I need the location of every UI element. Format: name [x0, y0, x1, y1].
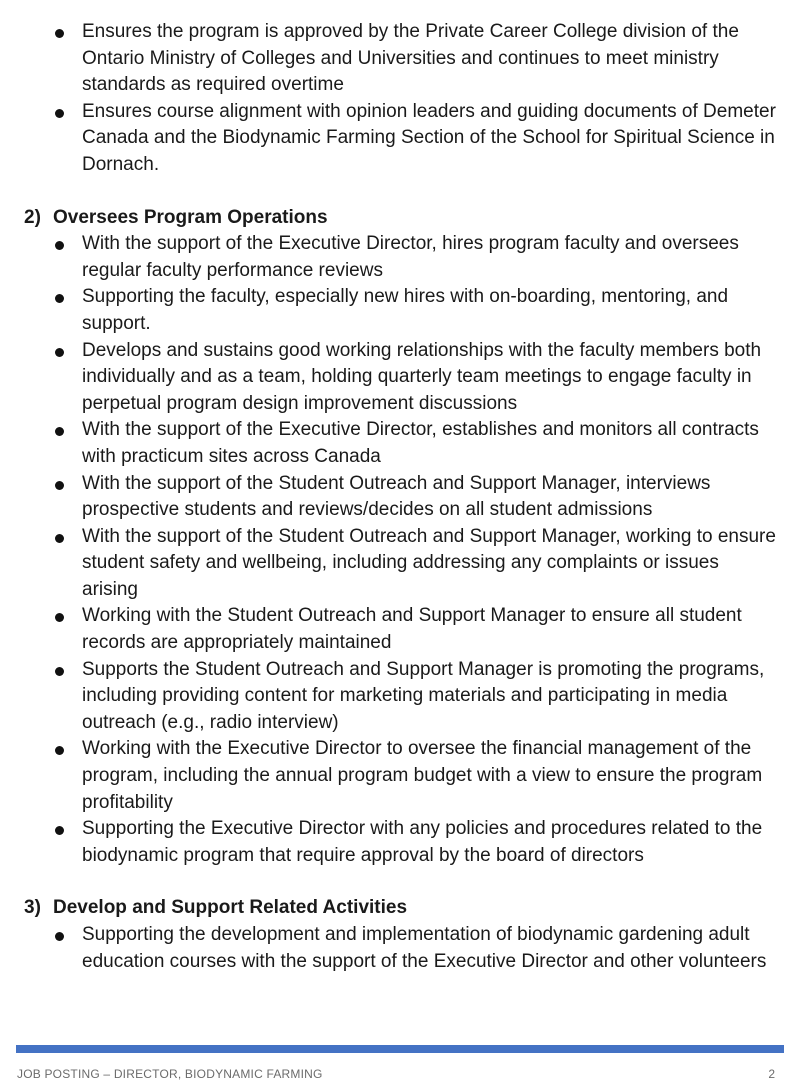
bullet-icon: [55, 427, 64, 436]
section-heading: [24, 895, 776, 922]
bullet-icon: [55, 826, 64, 835]
bullet-icon: [55, 241, 64, 250]
bullet-icon: [55, 109, 64, 118]
list-item: Working with the Executive Director to oversee the financial management of the program, including the annual program budget with a view to ensure the program profitability: [24, 736, 776, 816]
footer-title: JOB POSTING – DIRECTOR, BIODYNAMIC FARMING: [17, 1067, 323, 1081]
list-item: Supports the Student Outreach and Support Manager is promoting the programs, including providing content for marketing materials and participating in media outreach (e.g., radio interview): [24, 657, 776, 737]
bullet-icon: [55, 348, 64, 357]
page-content: [24, 19, 776, 975]
list-item: With the support of the Student Outreach and Support Manager, interviews prospective students and reviews/decides on all student admissions: [24, 471, 776, 524]
list-item: With the support of the Executive Director, establishes and monitors all contracts with practicum sites across Canada: [24, 417, 776, 470]
bullet-icon: [55, 481, 64, 490]
page-number: 2: [768, 1067, 775, 1081]
section-bullet-list: [24, 231, 776, 869]
list-item: Supporting the faculty, especially new hires with on-boarding, mentoring, and support.: [24, 284, 776, 337]
list-item: Supporting the Executive Director with any policies and procedures related to the biodynamic program that require approval by the board of directors: [24, 816, 776, 869]
section-title: Develop and Support Related Activities: [53, 897, 408, 919]
bullet-icon: [55, 29, 64, 38]
bullet-icon: [55, 932, 64, 941]
footer-divider-bar: [16, 1045, 784, 1053]
list-item: Ensures course alignment with opinion leaders and guiding documents of Demeter Canada and the Biodynamic Farming Section of the School for Spiritual Science in Dornach.: [24, 99, 776, 179]
bullet-icon: [55, 294, 64, 303]
list-item: Supporting the development and implementation of biodynamic gardening adult education courses with the support of the Executive Director and other volunteers: [24, 922, 776, 975]
bullet-icon: [55, 534, 64, 543]
bullet-icon: [55, 667, 64, 676]
section-bullet-list: [24, 922, 776, 975]
section-number: 3): [24, 897, 41, 919]
list-item: With the support of the Student Outreach and Support Manager, working to ensure student safety and wellbeing, including addressing any complaints or issues arising: [24, 524, 776, 604]
section-heading: [24, 205, 776, 232]
section-title: Oversees Program Operations: [53, 206, 328, 228]
list-item: Ensures the program is approved by the Private Career College division of the Ontario Ministry of Colleges and Universities and continues to meet ministry standards as required overtime: [24, 19, 776, 99]
bullet-icon: [55, 613, 64, 622]
continued-bullet-list: [24, 19, 776, 179]
bullet-icon: [55, 746, 64, 755]
section-number: 2): [24, 206, 41, 228]
list-item: Working with the Student Outreach and Support Manager to ensure all student records are appropriately maintained: [24, 603, 776, 656]
list-item: With the support of the Executive Director, hires program faculty and oversees regular faculty performance reviews: [24, 231, 776, 284]
list-item: Develops and sustains good working relationships with the faculty members both individually and as a team, holding quarterly team meetings to engage faculty in perpetual program design improvement discussions: [24, 338, 776, 418]
